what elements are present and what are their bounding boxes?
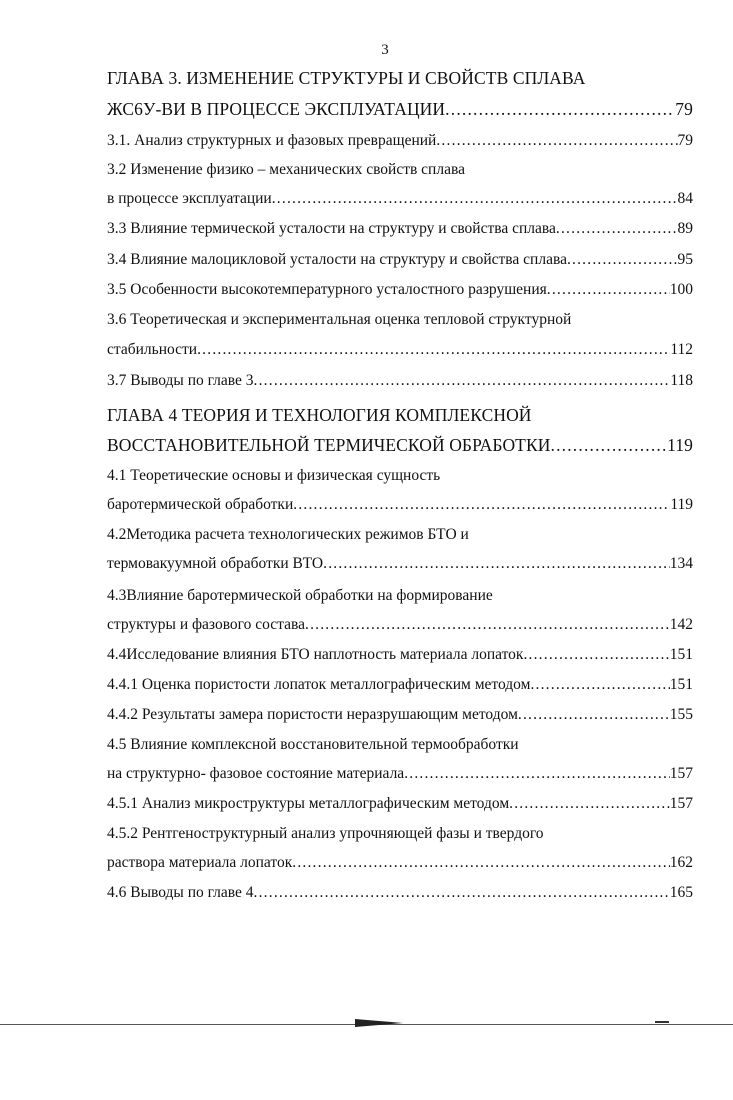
toc-entry-title: 3.5 Особенности высокотемпературного усталостного разрушения xyxy=(107,281,547,298)
toc-entry xyxy=(107,733,693,757)
toc-entry xyxy=(107,643,693,667)
toc-entry-title: 3.2 Изменение физико – механических свойств сплава xyxy=(107,161,465,178)
toc-entry-title: 4.5.2 Рентгеноструктурный анализ упрочняющей фазы и твердого xyxy=(107,825,544,842)
toc-entry-title: 3.7 Выводы по главе 3 xyxy=(107,372,254,389)
toc-entry-title: 3.6 Теоретическая и экспериментальная оценка тепловой структурной xyxy=(107,311,572,328)
toc-chapter-heading xyxy=(107,97,693,121)
toc-leader-dots xyxy=(556,217,678,241)
toc-entry-title: 4.6 Выводы по главе 4 xyxy=(107,884,254,901)
toc-entry xyxy=(107,762,693,786)
toc-entry xyxy=(107,129,693,153)
toc-entry-title: 4.5 Влияние комплексной восстановительной термообработки xyxy=(107,736,519,753)
toc-entry-title: 4.2Методика расчета технологических режимов БТО и xyxy=(107,526,469,543)
toc-page-number: 151 xyxy=(669,676,693,693)
toc-entry xyxy=(107,369,693,393)
toc-entry-title: ВОССТАНОВИТЕЛЬНОЙ ТЕРМИЧЕСКОЙ ОБРАБОТКИ xyxy=(107,435,551,455)
toc-leader-dots xyxy=(547,278,670,302)
toc-page-number: 95 xyxy=(677,251,693,268)
toc-page-number: 79 xyxy=(677,132,693,149)
toc-entry xyxy=(107,308,693,332)
toc-page-number: 151 xyxy=(669,646,693,663)
toc-entry xyxy=(107,822,693,846)
toc-page-number: 118 xyxy=(670,372,693,389)
toc-entry xyxy=(107,464,693,488)
toc-leader-dots xyxy=(551,433,668,457)
toc-entry-title: термовакуумной обработки ВТО xyxy=(107,555,324,572)
toc-page-number: 100 xyxy=(669,281,693,298)
toc-leader-dots xyxy=(272,187,678,211)
toc-leader-dots xyxy=(254,881,670,905)
toc-page-number: 165 xyxy=(669,884,693,901)
toc-leader-dots xyxy=(254,369,671,393)
toc-page-number: 89 xyxy=(677,220,693,237)
toc-page-number: 162 xyxy=(669,854,693,871)
toc-page-number: 119 xyxy=(670,496,693,513)
toc-entry-title: 4.1 Теоретические основы и физическая сущность xyxy=(107,467,441,484)
toc-entry xyxy=(107,703,693,727)
toc-page-number: 112 xyxy=(670,341,693,358)
toc-page-number: 142 xyxy=(669,616,693,633)
toc-leader-dots xyxy=(530,673,669,697)
toc-entry-title: ГЛАВА 4 ТЕОРИЯ И ТЕХНОЛОГИЯ КОМПЛЕКСНОЙ xyxy=(107,405,532,425)
toc-entry-title: баротермической обработки xyxy=(107,496,294,513)
toc-leader-dots xyxy=(292,851,670,875)
toc-page-number: 155 xyxy=(669,706,693,723)
toc-entry-title: раствора материала лопаток xyxy=(107,854,293,871)
toc-leader-dots xyxy=(567,248,678,272)
toc-entry xyxy=(107,493,693,517)
toc-entry xyxy=(107,523,693,547)
toc-page-number: 157 xyxy=(669,795,693,812)
toc-leader-dots xyxy=(404,762,670,786)
toc-entry-title: ЖС6У-ВИ В ПРОЦЕССЕ ЭКСПЛУАТАЦИИ xyxy=(107,99,446,119)
toc-entry xyxy=(107,881,693,905)
toc-entry-title: 4.4.1 Оценка пористости лопаток металлографическим методом xyxy=(107,676,531,693)
toc-page-number: 134 xyxy=(669,555,693,572)
toc-leader-dots xyxy=(518,703,670,727)
toc-page-number: 84 xyxy=(677,190,693,207)
toc-page-number: 157 xyxy=(669,765,693,782)
toc-entry xyxy=(107,158,693,182)
page-number: 3 xyxy=(381,42,389,58)
toc-entry xyxy=(107,278,693,302)
toc-page-number: 119 xyxy=(667,435,693,455)
toc-entry xyxy=(107,552,693,576)
toc-entry-title: 4.3Влияние баротермической обработки на формирование xyxy=(107,587,493,604)
toc-entry xyxy=(107,673,693,697)
toc-entry-title: 4.4Исследование влияния БТО наплотность материала лопаток xyxy=(107,646,524,663)
toc-leader-dots xyxy=(436,129,677,153)
toc-leader-dots xyxy=(523,643,669,667)
toc-entry xyxy=(107,792,693,816)
toc-entry-title: 4.5.1 Анализ микроструктуры металлографическим методом xyxy=(107,795,510,812)
toc-chapter-heading xyxy=(107,433,693,457)
toc-entry-title: в процессе эксплуатации xyxy=(107,190,272,207)
toc-leader-dots xyxy=(293,493,670,517)
toc-leader-dots xyxy=(445,97,675,121)
toc-entry xyxy=(107,851,693,875)
toc-leader-dots xyxy=(509,792,670,816)
toc-entry-title: 4.4.2 Результаты замера пористости неразрушающим методом xyxy=(107,706,518,723)
toc-entry-title: ГЛАВА 3. ИЗМЕНЕНИЕ СТРУКТУРЫ И СВОЙСТВ СПЛАВА xyxy=(107,68,586,88)
toc-entry xyxy=(107,248,693,272)
toc-entry-title: 3.1. Анализ структурных и фазовых превращений xyxy=(107,132,437,149)
toc-entry xyxy=(107,187,693,211)
toc-entry xyxy=(107,217,693,241)
toc-leader-dots xyxy=(197,338,670,362)
toc-leader-dots xyxy=(305,613,670,637)
toc-leader-dots xyxy=(323,552,670,576)
toc-entry-title: на структурно- фазовое состояние материала xyxy=(107,765,405,782)
toc-entry xyxy=(107,338,693,362)
scan-artifact-tick xyxy=(655,1021,669,1023)
toc-entry xyxy=(107,613,693,637)
toc-entry-title: 3.3 Влияние термической усталости на структуру и свойства сплава xyxy=(107,220,556,237)
toc-chapter-heading xyxy=(107,403,693,427)
toc-entry-title: стабильности xyxy=(107,341,198,358)
scan-artifact-mark xyxy=(355,1019,403,1027)
toc-entry xyxy=(107,584,693,608)
toc-entry-title: 3.4 Влияние малоцикловой усталости на структуру и свойства сплава xyxy=(107,251,567,268)
toc-entry-title: структуры и фазового состава xyxy=(107,616,305,633)
toc-chapter-heading xyxy=(107,66,693,90)
toc-page-number: 79 xyxy=(675,99,693,119)
